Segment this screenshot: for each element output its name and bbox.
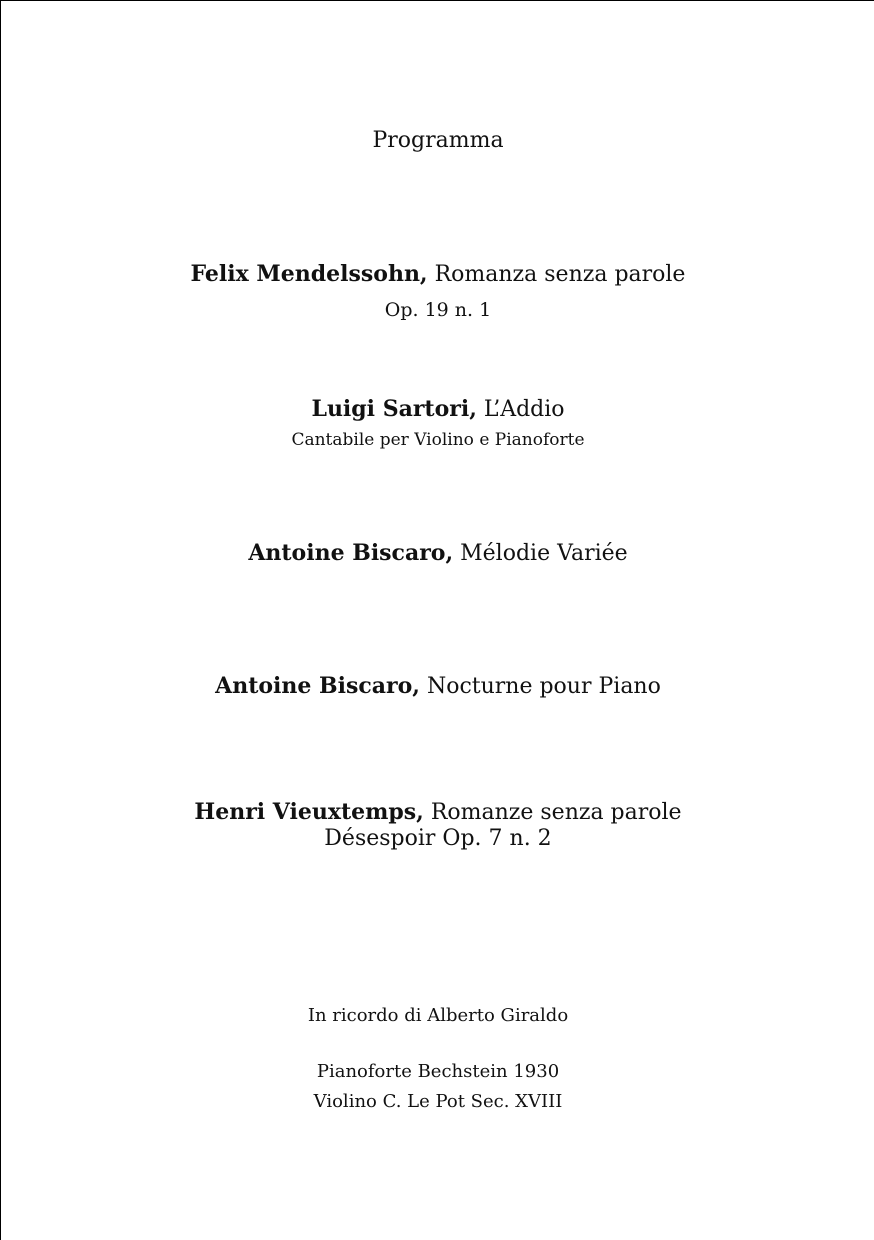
- work-title: Nocturne pour Piano: [419, 674, 661, 699]
- instrument-violin: Violino C. Le Pot Sec. XVIII: [313, 1091, 563, 1112]
- work-title: Mélodie Variée: [453, 541, 628, 566]
- piece-detail: Op. 19 n. 1: [384, 299, 492, 321]
- piece-heading-mendelssohn: [1, 261, 874, 287]
- work-title: L’Addio: [476, 397, 565, 422]
- dedication: In ricordo di Alberto Giraldo: [307, 1005, 569, 1026]
- piece-heading-biscaro-nocturne: [1, 673, 874, 699]
- piece-heading-sartori: [1, 396, 874, 422]
- instrument-piano: Pianoforte Bechstein 1930: [316, 1061, 560, 1082]
- piece-detail: Désespoir Op. 7 n. 2: [324, 826, 552, 851]
- composer-name: Henri Vieuxtemps,: [194, 799, 424, 825]
- composer-name: Luigi Sartori,: [311, 396, 477, 422]
- composer-name: Antoine Biscaro,: [215, 673, 420, 699]
- page-title: Programma: [372, 128, 504, 153]
- piece-detail: Cantabile per Violino e Pianoforte: [291, 430, 585, 450]
- piece-heading-biscaro-melodie: [1, 540, 874, 566]
- work-title: Romanza senza parole: [427, 262, 686, 287]
- composer-name: Antoine Biscaro,: [248, 540, 454, 566]
- work-title: Romanze senza parole: [423, 800, 682, 825]
- piece-heading-vieuxtemps: [1, 799, 874, 825]
- composer-name: Felix Mendelssohn,: [190, 261, 428, 287]
